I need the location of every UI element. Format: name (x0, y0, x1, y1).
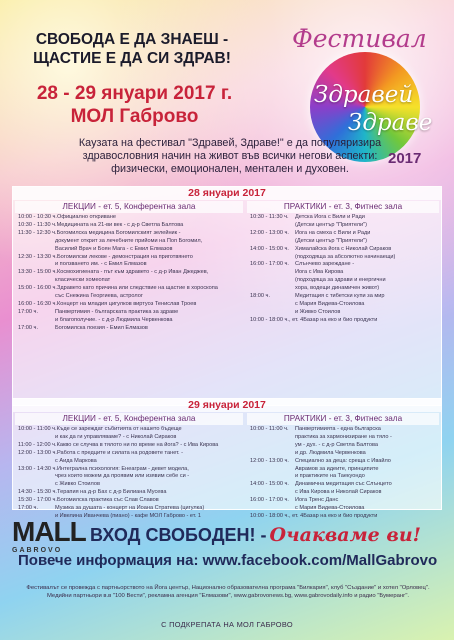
schedule-time: 10:00 - 18:00 ч., ет. 4 (250, 316, 304, 323)
schedule-time: 16:00 - 17:00 ч. (250, 497, 289, 504)
schedule-description: Базар на еко и био продукти (303, 512, 378, 519)
schedule-time (247, 466, 295, 474)
schedule-time: 10:30 - 11:30 ч. (18, 221, 57, 228)
schedule-row (15, 426, 243, 434)
schedule-description: с Мария Видева-Стоилова (295, 300, 365, 307)
schedule-time: 15:30 - 17:00 ч. (18, 497, 57, 504)
schedule-description: (Детски център "Приятели") (295, 237, 367, 244)
schedule-row (15, 434, 243, 442)
schedule-description: Йога Тренс Данс (295, 497, 339, 504)
day-1-practices-title: ПРАКТИКИ - ет. 3, Фитнес зала (247, 201, 439, 213)
schedule-row (247, 238, 439, 246)
schedule-row (15, 238, 243, 246)
schedule-time (247, 238, 295, 246)
schedule-row (15, 442, 243, 450)
schedule-time: 12:00 - 13:00 ч. (250, 229, 289, 236)
schedule-time: 11:00 - 12:00 ч. (18, 441, 57, 448)
schedule-time (15, 277, 55, 285)
schedule-row (15, 325, 243, 333)
schedule-time: 10:00 - 11:00 ч. (250, 426, 289, 432)
schedule-row (15, 285, 243, 293)
schedule-description: Здравето като причина или следствие на щастие в хороскопа (57, 285, 218, 292)
schedule-time: 15:00 - 16:00 ч. (18, 285, 57, 292)
schedule-time: 17:00 ч. (18, 308, 39, 315)
mall-logo-word: MALL (12, 516, 86, 547)
schedule-time: 10:00 - 18:00 ч., ет. 4 (250, 512, 304, 519)
schedule-description: Медицината на 21-ви век - с д-р Светла Балтова (56, 221, 184, 228)
day-1-title: 28 януари 2017 (13, 187, 441, 200)
schedule-row (247, 293, 439, 301)
schedule-description: Богомилска поезия - Емил Елмазов (55, 324, 148, 331)
schedule-row (15, 497, 243, 505)
schedule-row (247, 230, 439, 238)
slogan-line-1: СВОБОДА Е ДА ЗНАЕШ - (35, 31, 229, 48)
schedule-row (247, 246, 439, 254)
schedule-description: и ползването им. - с Емил Елмазов (55, 261, 147, 268)
schedule-time (15, 473, 55, 481)
logo-year: 2017 (388, 150, 422, 167)
schedule-time: 14:00 - 15:00 ч. (250, 481, 289, 488)
event-dates: 28 - 29 януари 2017 г. (36, 83, 233, 104)
schedule-row (15, 301, 243, 309)
schedule-description: Богомилска медицина Богомилският зелейник - (56, 229, 181, 236)
schedule-row (15, 489, 243, 497)
schedule-description: Медитация с тибетски купи за мир (295, 293, 385, 300)
schedule-time: 11:30 - 12:30 ч. (18, 229, 57, 236)
logo-word-zdravei: Здравей (314, 82, 414, 108)
schedule-time: 17:00 ч. (18, 324, 39, 331)
schedule-row (15, 254, 243, 262)
schedule-row (247, 442, 439, 450)
schedule-row (15, 458, 243, 466)
schedule-row (15, 466, 243, 474)
schedule-time (247, 505, 295, 513)
day-1-practices (247, 200, 439, 405)
schedule-row (15, 450, 243, 458)
event-dates-venue (22, 82, 247, 128)
schedule-time (247, 309, 295, 317)
schedule-time (247, 269, 295, 277)
schedule-time (247, 222, 295, 230)
slogan (14, 30, 250, 68)
schedule-time: 16:00 - 17:00 ч. (250, 261, 289, 268)
schedule-time (247, 473, 295, 481)
schedule-row (247, 505, 439, 513)
schedule-time: 10:00 - 11:00 ч. (18, 426, 57, 432)
schedule-time (247, 450, 295, 458)
event-venue: МОЛ Габрово (70, 106, 199, 127)
schedule-description: Работа с предците и силата на родовете танет. - (57, 449, 184, 456)
schedule-description: Богомилска практика със Слав Славов (57, 497, 159, 504)
schedule-row (15, 505, 243, 513)
schedule-time: 14:00 - 15:00 ч. (250, 245, 289, 252)
schedule-row (15, 481, 243, 489)
partner-note: Медийни партньори в.в "100 Вести", рекламна агенция "Елмазови", www.gabrovonews.bg, www.gabrovodaily.info и радио "Бумеранг". (46, 592, 410, 599)
day-1-lectures-title: ЛЕКЦИИ - ет. 5, Конферентна зала (15, 201, 243, 213)
schedule-description: Какво се случва в тялото ни по време на йога? - с Ива Кирова (56, 441, 219, 448)
schedule-description: със Снежина Георгиева, астролог (55, 293, 143, 300)
schedule-description: (подходяща за здрави и енергични (295, 277, 386, 284)
intro-line: физически, емоционален, ментален и духовен. (111, 163, 349, 175)
schedule-description: Космохигиената - път към здравето - с д-р Иван Джеджев, (57, 269, 209, 276)
schedule-row (247, 285, 439, 293)
partner-notes (16, 585, 440, 600)
schedule-description: Официално откриване (57, 214, 116, 220)
schedule-description: класически хомеопат (55, 277, 111, 284)
schedule-time (15, 317, 55, 325)
schedule-time: 14:30 - 15:30 ч. (18, 489, 57, 496)
schedule-row (247, 458, 439, 466)
schedule-description: и как да ги управляваме? - с Николай Сираков (55, 433, 177, 440)
schedule-description: хора, водещи динамичен живот) (295, 285, 380, 292)
day-2-schedule (12, 398, 442, 519)
schedule-row (15, 317, 243, 325)
schedule-time: 12:30 - 13:30 ч. (18, 253, 57, 260)
schedule-description: и благополучие. - с д-р Людмила Червенкова (55, 316, 173, 323)
schedule-description: Терапия на д-р Бах с д-р Билиана Мусева (57, 489, 167, 496)
schedule-row (15, 277, 243, 285)
schedule-row (15, 261, 243, 269)
schedule-description: Василий Врач и Боян Мага - с Емил Елмазов (55, 245, 173, 252)
schedule-row (247, 489, 439, 497)
schedule-description: Слънчево зареждане - (295, 261, 355, 268)
schedule-time: 10:30 - 11:30 ч. (250, 214, 289, 220)
schedule-time (247, 301, 295, 309)
schedule-row (247, 473, 439, 481)
schedule-row (247, 261, 439, 269)
mall-logo-city: GABROVO (12, 547, 63, 554)
schedule-description: Панвертимия - българската практика за здраве (55, 308, 179, 315)
schedule-description: Йога с Ива Кирова (295, 269, 344, 276)
schedule-time (247, 254, 295, 262)
schedule-time (247, 489, 295, 497)
schedule-description: с Мария Видева-Стоилова (295, 505, 365, 512)
schedule-time: 17:00 ч. (18, 505, 39, 512)
schedule-time: 12:00 - 13:00 ч. (250, 457, 289, 464)
schedule-description: и Живко Стоилов (295, 308, 341, 315)
day-2-practices (247, 412, 439, 519)
schedule-time (15, 293, 55, 301)
schedule-description: (Детски център "Приятели") (295, 221, 367, 228)
schedule-row (15, 293, 243, 301)
schedule-row (15, 222, 243, 230)
schedule-row (247, 269, 439, 277)
schedule-row (247, 497, 439, 505)
schedule-row (247, 317, 439, 325)
day-1-lectures (15, 200, 243, 405)
day-1-schedule (12, 186, 442, 406)
schedule-row (247, 426, 439, 434)
schedule-time: 12:00 - 13:00 ч. (18, 449, 57, 456)
schedule-description: с Ива Кирова и Николай Сираков (295, 489, 382, 496)
schedule-row (15, 473, 243, 481)
schedule-row (15, 246, 243, 254)
schedule-time (15, 481, 55, 489)
schedule-time (15, 261, 55, 269)
schedule-time (247, 285, 295, 293)
schedule-description: с Аида Маркова (55, 457, 97, 464)
schedule-description: Концерт на младия цигулков виртуоз Тенислав Троев (57, 300, 197, 307)
schedule-row (15, 309, 243, 317)
schedule-description: Йога на смеха с Вили и Ради (295, 229, 371, 236)
schedule-description: Музика за душата - концерт на Йоана Стратева (цигулка) (55, 505, 205, 512)
schedule-row (15, 230, 243, 238)
schedule-description: Интегрална психология: Енеаграм - девет модела, (57, 465, 189, 472)
schedule-time (247, 277, 295, 285)
schedule-description: практика за хармонизиране на тяло - (295, 433, 392, 440)
free-entry-banner (90, 524, 450, 546)
support-line: С ПОДКРЕПАТА НА МОЛ ГАБРОВО (161, 620, 293, 629)
schedule-time (247, 434, 295, 442)
intro-text (30, 137, 430, 176)
schedule-description: Хималайска йога с Николай Сираков (295, 245, 392, 252)
schedule-description: (подходяща за абсолютно начинаещи) (295, 253, 396, 260)
free-entry-text: ВХОД СВОБОДЕН! - (90, 525, 267, 545)
schedule-description: документ открит за лечебните прийоми на Поп Богомил, (55, 237, 203, 244)
schedule-time: 16:00 - 16:30 ч. (18, 300, 57, 307)
schedule-description: Къде се зареждат събитията от нашето бъдеще (56, 426, 182, 432)
slogan-line-2: ЩАСТИЕ Е ДА СИ ЗДРАВ! (33, 50, 231, 67)
schedule-row (15, 214, 243, 222)
schedule-description: Базар на еко и био продукти (303, 316, 378, 323)
schedule-time (15, 434, 55, 442)
schedule-row (247, 450, 439, 458)
schedule-row (247, 513, 439, 521)
day-2-lectures (15, 412, 243, 519)
schedule-row (247, 301, 439, 309)
schedule-description: ум - дух. - с д-р Светла Балтова (295, 441, 378, 448)
schedule-row (247, 309, 439, 317)
schedule-row (247, 481, 439, 489)
logo-word-zdrave: Здраве (348, 110, 433, 136)
schedule-row (247, 254, 439, 262)
partner-note: Фестивалът се провежда с партньорството на Йога център, Национално образователна програма "Билкария", клуб "Създание" и хотел "Орловец". (26, 585, 430, 591)
schedule-description: Аврамов за идеите, принципите (295, 465, 379, 472)
schedule-description: и Ивелина Иванчева (пиано) - кафе МОЛ Габрово - ет. 1 (55, 512, 202, 519)
schedule-row (247, 214, 439, 222)
schedule-row (247, 434, 439, 442)
day-2-practices-title: ПРАКТИКИ - ет. 3, Фитнес зала (247, 413, 439, 425)
schedule-time (15, 238, 55, 246)
schedule-description: чрез които можем да проявим или изявим себе си - (55, 473, 190, 480)
schedule-time (15, 246, 55, 254)
day-2-title: 29 януари 2017 (13, 399, 441, 412)
schedule-time: 10:00 - 10:30 ч. (18, 214, 57, 220)
schedule-row (247, 466, 439, 474)
day-2-lectures-title: ЛЕКЦИИ - ет. 5, Конферентна зала (15, 413, 243, 425)
intro-line: Каузата на фестивал "Здравей, Здраве!" е да популяризира (78, 137, 382, 149)
schedule-description: Богомилски лекове - демонстрация на приготвянето (57, 253, 193, 260)
schedule-time: 18:00 ч. (250, 293, 271, 300)
schedule-description: Специално за деца: среща с Ивайло (295, 457, 391, 464)
schedule-time: 13:00 - 14:30 ч. (18, 465, 57, 472)
schedule-time: 13:30 - 15:00 ч. (18, 269, 57, 276)
logo-word-festival: Фестивал (292, 24, 427, 53)
more-info-link[interactable]: Повече информация на: www.facebook.com/MallGabrovo (18, 552, 438, 569)
schedule-description: Динамична медитация със Слънцето (295, 481, 392, 488)
schedule-description: Детска Йога с Вили и Ради (295, 214, 365, 220)
intro-line: здравословния начин на живот във всички негови аспекти: (82, 150, 378, 162)
schedule-time (247, 442, 295, 450)
schedule-row (15, 269, 243, 277)
schedule-description: и практиките на Таекуондо (295, 473, 365, 480)
schedule-row (247, 277, 439, 285)
schedule-description: Панвертимията - една българска (295, 426, 381, 432)
we-wait-text: Очакваме ви! (269, 524, 422, 546)
schedule-row (247, 222, 439, 230)
schedule-description: и др. Людмила Червенкова (295, 449, 366, 456)
schedule-time (15, 458, 55, 466)
schedule-description: с Живко Стоилов (55, 481, 100, 488)
